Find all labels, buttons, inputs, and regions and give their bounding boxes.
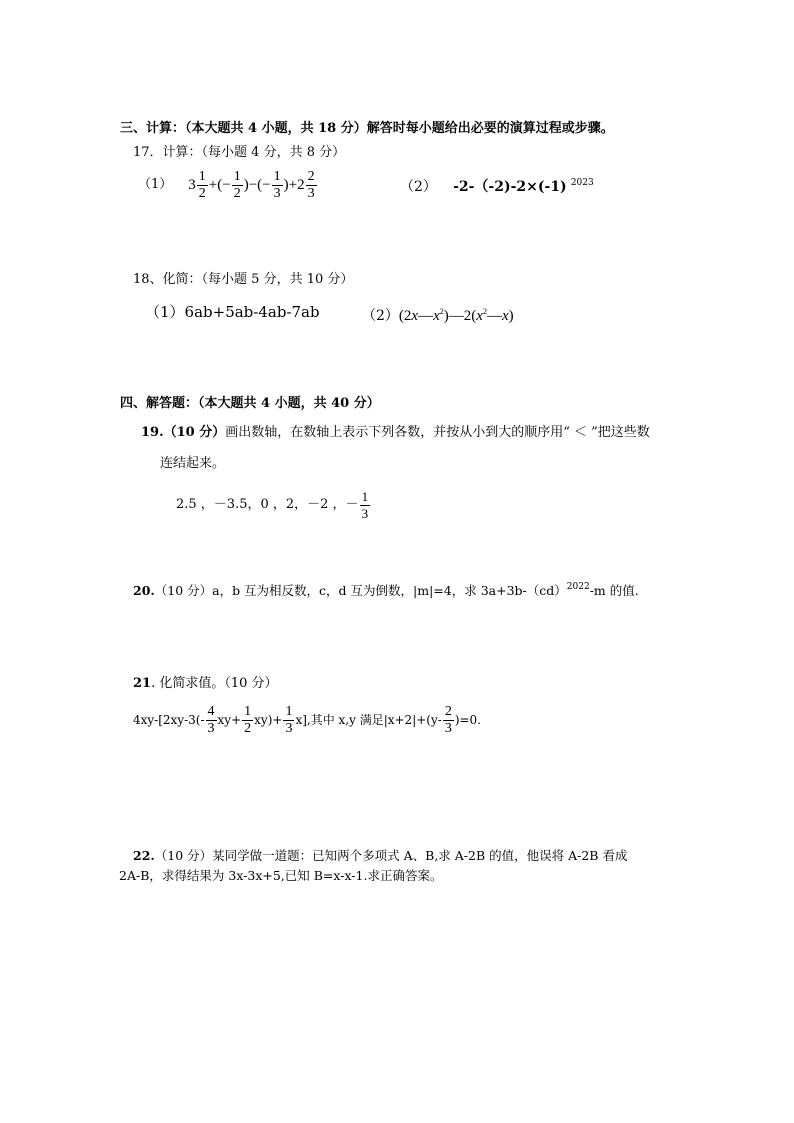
q17-p2-label: （2） [400,179,437,195]
q18-header: 18、化简：（每小题 5 分，共 10 分） [133,272,354,287]
q20-text: 20.（10 分）a，b 互为相反数，c，d 互为倒数，|m|=4，求 3a+3b-（cd）$^{2022}$-m 的值. [133,582,639,598]
q20-exponent: 2022 [566,582,590,592]
section-4-title: 四、解答题：（本大题共 4 小题，共 40 分） [120,396,380,411]
q19-number-list: 2.5 ，－3.5，0 ，2，－2 ，－ [176,497,359,512]
section-3-title: 三、计算：（本大题共 4 小题，共 18 分）解答时每小题给出必要的演算过程或步骤。 [120,121,614,136]
q19-line2: 连结起来。 [160,456,226,471]
q21-header: 21. 化简求值。（10 分） [133,676,278,691]
fraction: $\frac{1}{2}$ [198,168,206,201]
fraction: $\frac{1}{2}$ [233,168,241,201]
q19-line1 [141,425,650,441]
q17-p2-exponent: 2023 [570,178,594,188]
fraction: $\frac{1}{3}$ [361,488,369,521]
operator: )−(− [243,177,271,193]
q19-number: 19. [141,425,164,440]
operator: )+2 [283,177,305,193]
q19-score: （10 分） [163,425,226,440]
q21-expression: 4xy-[2xy-3(- $\frac{4}{3}$ xy+ $\frac{1}{2}$ xy)+ $\frac{1}{3}$ x],其中 x,y 满足|x+2|+(y- $\frac{2}{3}$ )=0. [133,703,481,736]
operator: +(− [208,177,231,193]
q17-p1-whole: 3 [188,177,196,193]
q19-numbers [176,485,371,525]
q22-line2: 2A-B，求得结果为 3x-3x+5,已知 B=x-x-1.求正确答案。 [119,868,443,883]
q18-part2: $(2)(2x—x^2)—2(x^2—x)$ [362,307,514,324]
q17-header: 17．计算：（每小题 4 分，共 8 分） [133,145,346,160]
q17-part2 [400,175,594,196]
q22-line1: 22.（10 分）某同学做一道题：已知两个多项式 A、B,求 A-2B 的值，他误将 A-2B 看成 [133,848,628,863]
q21-number: 21 [133,676,152,691]
fraction: $\frac{4}{3}$ [207,703,215,736]
q22-number: 22. [133,848,155,863]
q17-part1 [138,165,318,205]
fraction: $\frac{2}{3}$ [444,703,452,736]
fraction: $\frac{1}{3}$ [285,703,293,736]
q17-p1-label: （1） [138,177,173,192]
q20-number: 20. [133,583,155,598]
fraction: $\frac{1}{2}$ [244,703,252,736]
q17-p2-expression: -2-（-2)-2×(-1) [453,179,567,195]
q19-text: 画出数轴，在数轴上表示下列各数，并按从小到大的顺序用“ ＜ ”把这些数 [225,425,650,440]
fraction: $\frac{2}{3}$ [307,168,315,201]
fraction: $\frac{1}{3}$ [273,168,281,201]
q18-part1: （1）6ab+5ab-4ab-7ab [145,303,320,321]
